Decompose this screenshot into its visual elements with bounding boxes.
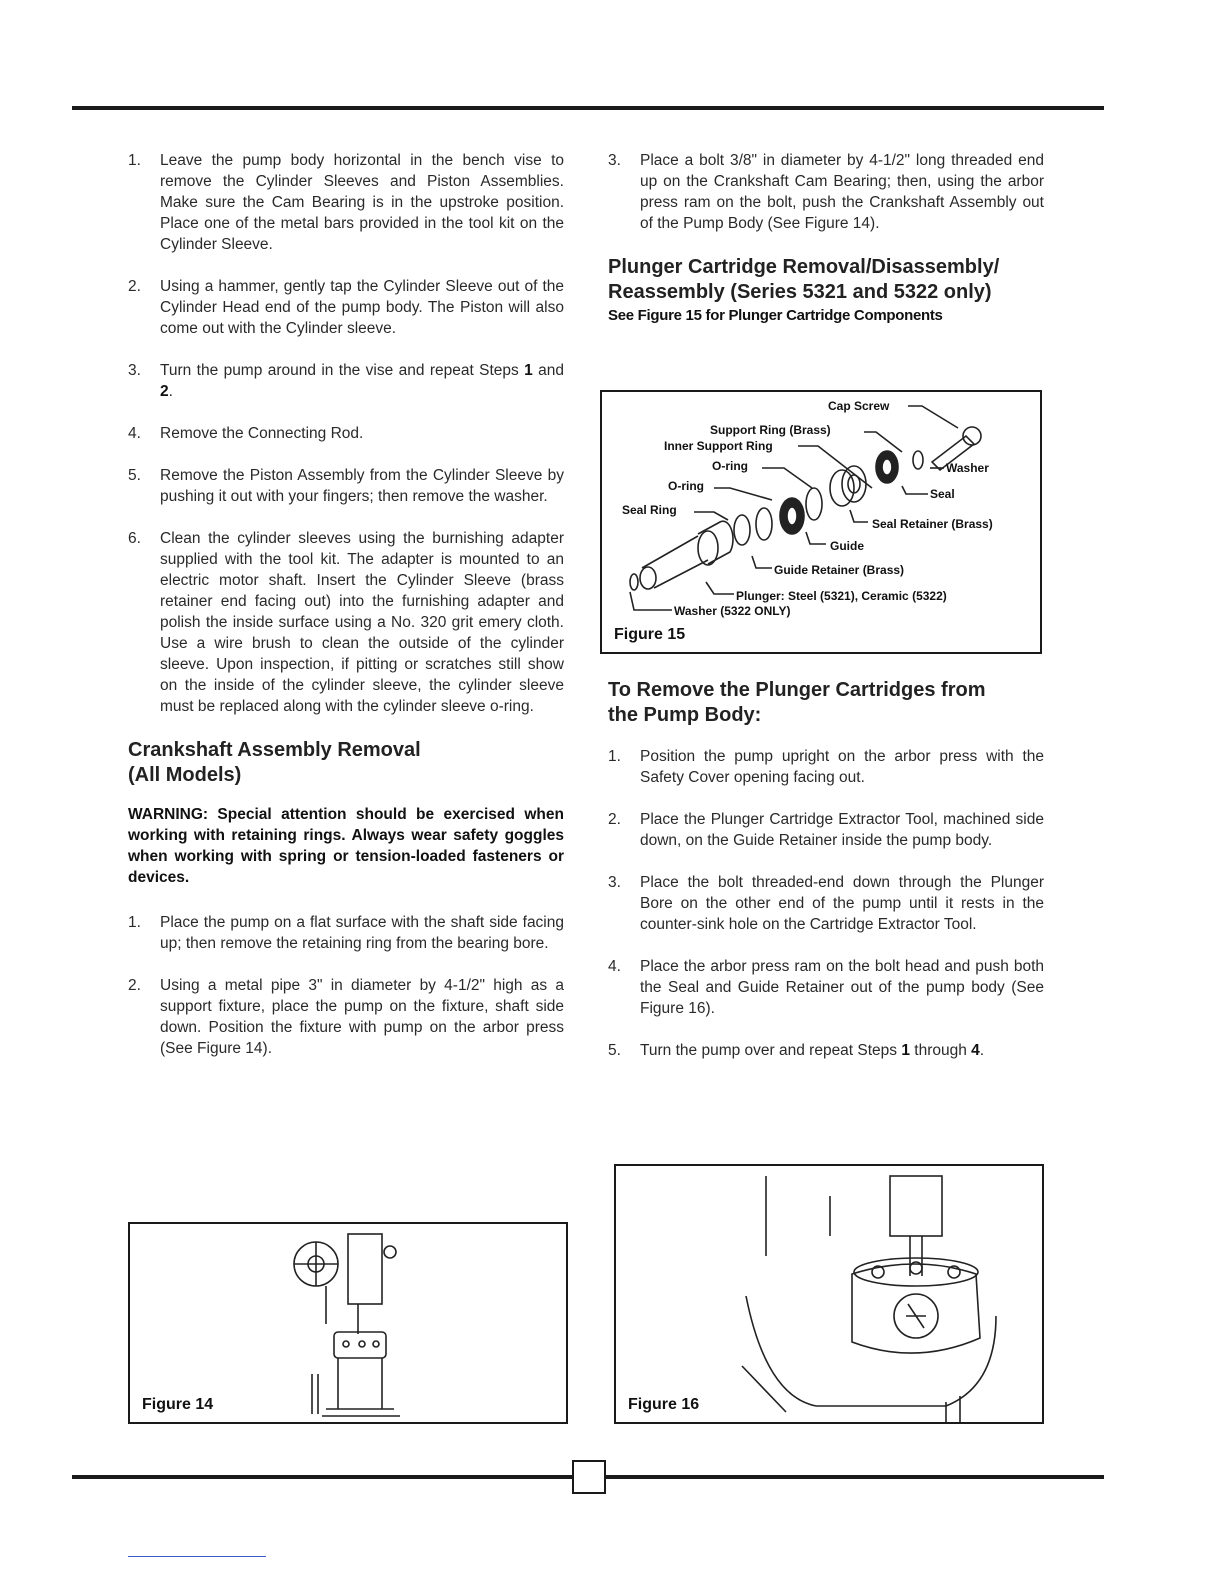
label-guide-retainer: Guide Retainer (Brass) <box>774 563 905 577</box>
list-item: 6. Clean the cylinder sleeves using the burnishing adapter supplied with the tool kit. The adapter is mounted to an electric motor shaft. Insert the Cylinder Sleeve (brass retainer end facing out) into the furnishing adapter and polish the inside surface using a No. 320 grit emery cloth. Use a wire brush to clean the outside of the cylinder sleeve. Upon inspection, if pitting or scratches still show on the inside of the cylinder sleeve, the cylinder sleeve must be replaced along with the cylinder sleeve o-ring. <box>128 530 564 715</box>
figure-16-caption: Figure 16 <box>628 1396 700 1413</box>
list-item: 5. Turn the pump over and repeat Steps 1 through 4. <box>608 1042 985 1059</box>
page-number-box <box>572 1460 606 1494</box>
right-column <box>608 150 1044 344</box>
plunger-cartridge-diagram <box>602 392 1040 652</box>
label-seal: Seal <box>930 487 955 501</box>
list-item: 4. Place the arbor press ram on the bolt head and push both the Seal and Guide Retainer out of the pump body (See Figure 16). <box>608 958 1044 1017</box>
step-text: Using a hammer, gently tap the Cylinder Sleeve out of the Cylinder Head end of the pump body. The Piston will also come out with the Cylinder sleeve. <box>160 278 564 337</box>
step-text: Clean the cylinder sleeves using the burnishing adapter supplied with the tool kit. The adapter is mounted to an electric motor shaft. Insert the Cylinder Sleeve (brass retainer end facing out) into the furnishing adapter and polish the inside surface using a No. 320 grit emery cloth. Use a wire brush to clean the outside of the cylinder sleeve. Upon inspection, if pitting or scratches still show on the inside of the cylinder sleeve, the cylinder sleeve must be replaced along with the cylinder sleeve o-ring. <box>160 530 564 715</box>
pump-body-illustration <box>616 1166 1042 1422</box>
step-text: Place the Plunger Cartridge Extractor Tool, machined side down, on the Guide Retainer inside the pump body. <box>640 811 1044 849</box>
cylinder-steps-list <box>128 150 564 717</box>
step-text: Using a metal pipe 3" in diameter by 4-1/2" high as a support fixture, place the pump on the fixture, shaft side down. Position the fixture with pump on the arbor press (See Figure 14). <box>160 977 564 1057</box>
crankshaft-heading: Crankshaft Assembly Removal (All Models) <box>128 739 421 786</box>
list-item: 2. Place the Plunger Cartridge Extractor Tool, machined side down, on the Guide Retainer inside the pump body. <box>608 811 1044 849</box>
remove-cartridges-heading: To Remove the Plunger Cartridges from the Pump Body: <box>608 679 986 726</box>
label-washer: Washer <box>946 461 989 475</box>
step-text: Remove the Piston Assembly from the Cylinder Sleeve by pushing it out with your fingers; then remove the washer. <box>160 467 564 505</box>
list-item: 3. Place a bolt 3/8" in diameter by 4-1/2" long threaded end up on the Crankshaft Cam Bearing; then, using the arbor press ram on the bolt, push the Crankshaft Assembly out of the Pump Body (See Figure 14). <box>608 152 1044 232</box>
list-item: 1. Leave the pump body horizontal in the bench vise to remove the Cylinder Sleeves and Piston Assemblies. Make sure the Cam Bearing is in the upstroke position. Place one of the metal bars provided in the tool kit on the Cylinder Sleeve. <box>128 152 564 253</box>
crankshaft-steps-list <box>128 912 564 1059</box>
left-column <box>128 150 564 1080</box>
figure-15 <box>600 390 1042 654</box>
figure-15-caption: Figure 15 <box>614 626 686 643</box>
right-column-lower <box>608 678 1044 1082</box>
figure-16 <box>614 1164 1044 1424</box>
label-seal-ring: Seal Ring <box>622 503 677 517</box>
step-text: Place a bolt 3/8" in diameter by 4-1/2" long threaded end up on the Crankshaft Cam Bearing; then, using the arbor press ram on the bolt, push the Crankshaft Assembly out of the Pump Body (See Figure 14). <box>640 152 1044 232</box>
list-item: 1. Place the pump on a flat surface with the shaft side facing up; then remove the retaining ring from the bearing bore. <box>128 914 564 952</box>
arbor-press-illustration <box>130 1224 566 1422</box>
label-support-ring: Support Ring (Brass) <box>710 423 831 437</box>
plunger-heading: Plunger Cartridge Removal/Disassembly/ Reassembly (Series 5321 and 5322 only) <box>608 256 1000 303</box>
warning-text: WARNING: Special attention should be exercised when working with retaining rings. Always wear safety goggles when working with spring or tension-loaded fasteners or devices. <box>128 806 564 886</box>
label-o-ring-1: O-ring <box>712 459 748 473</box>
step-text: Place the bolt threaded-end down through the Plunger Bore on the other end of the pump until it rests in the counter-sink hole on the Cartridge Extractor Tool. <box>640 874 1044 933</box>
list-item: 3. Turn the pump around in the vise and repeat Steps 1 and 2. <box>128 362 564 400</box>
step-text: Place the pump on a flat surface with the shaft side facing up; then remove the retaining ring from the bearing bore. <box>160 914 564 952</box>
figure-14 <box>128 1222 568 1424</box>
list-item: 2. Using a hammer, gently tap the Cylinder Sleeve out of the Cylinder Head end of the pump body. The Piston will also come out with the Cylinder sleeve. <box>128 278 564 337</box>
list-item: 2. Using a metal pipe 3" in diameter by 4-1/2" high as a support fixture, place the pump on the fixture, shaft side down. Position the fixture with pump on the arbor press (See Figure 14). <box>128 977 564 1057</box>
footer-link-underline <box>128 1556 266 1557</box>
step-text: Position the pump upright on the arbor press with the Safety Cover opening facing out. <box>640 748 1044 786</box>
label-plunger: Plunger: Steel (5321), Ceramic (5322) <box>736 589 947 603</box>
list-item: 1. Position the pump upright on the arbor press with the Safety Cover opening facing out. <box>608 748 1044 786</box>
header-rule <box>72 106 1104 110</box>
label-washer-5322: Washer (5322 ONLY) <box>674 604 791 618</box>
crankshaft-continued-list <box>608 150 1044 234</box>
figure-14-caption: Figure 14 <box>142 1396 214 1413</box>
plunger-subheading: See Figure 15 for Plunger Cartridge Components <box>608 307 943 324</box>
step-text: Place the arbor press ram on the bolt head and push both the Seal and Guide Retainer out of the pump body (See Figure 16). <box>640 958 1044 1017</box>
step-text: Remove the Connecting Rod. <box>160 425 364 442</box>
label-o-ring-2: O-ring <box>668 479 704 493</box>
list-item: 4. Remove the Connecting Rod. <box>128 425 364 442</box>
step-text: Leave the pump body horizontal in the bench vise to remove the Cylinder Sleeves and Piston Assemblies. Make sure the Cam Bearing is in the upstroke position. Place one of the metal bars provided in the tool kit on the Cylinder Sleeve. <box>160 152 564 253</box>
label-inner-support-ring: Inner Support Ring <box>664 439 773 453</box>
label-seal-retainer: Seal Retainer (Brass) <box>872 517 993 531</box>
list-item: 3. Place the bolt threaded-end down through the Plunger Bore on the other end of the pump until it rests in the counter-sink hole on the Cartridge Extractor Tool. <box>608 874 1044 933</box>
label-guide: Guide <box>830 539 865 553</box>
remove-cartridges-list <box>608 746 1044 1061</box>
list-item: 5. Remove the Piston Assembly from the Cylinder Sleeve by pushing it out with your fingers; then remove the washer. <box>128 467 564 505</box>
label-cap-screw: Cap Screw <box>828 399 890 413</box>
